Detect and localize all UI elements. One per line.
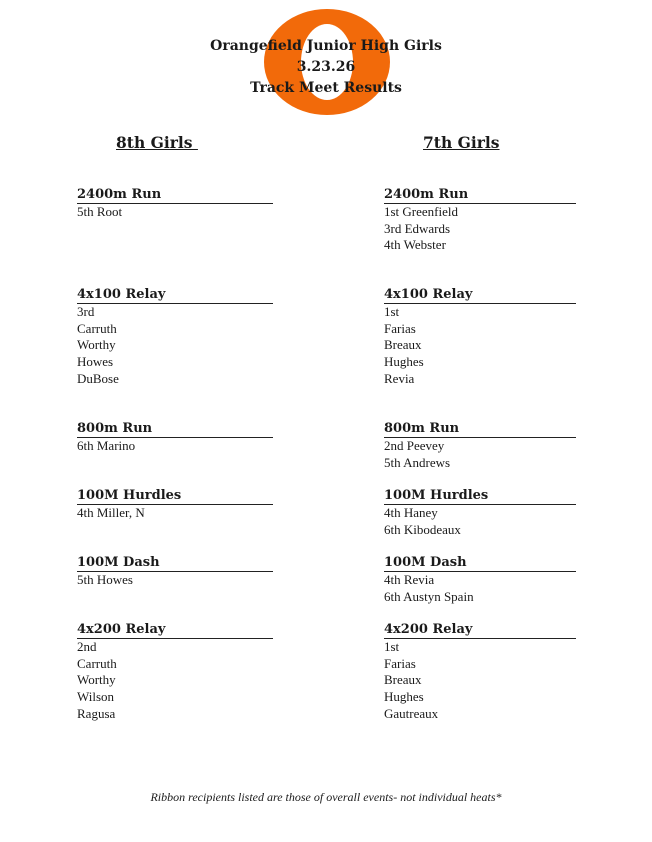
event-4x100-relay-8th: [77, 287, 273, 388]
result-line: Howes: [77, 354, 114, 370]
event-4x200-relay-8th: [77, 622, 273, 723]
result-line: Carruth: [77, 655, 117, 671]
result-line: 3rd Edwards: [384, 220, 451, 236]
result-line: Worthy: [77, 672, 116, 688]
event-4x100-relay-7th: [384, 287, 576, 388]
result-line: 4th Haney: [384, 505, 438, 520]
result-line: 1st: [384, 304, 400, 319]
result-line: 6th Austyn Spain: [384, 588, 474, 604]
event-800m-run-8th: [77, 421, 273, 455]
column-title-7th-girls: 7th Girls: [423, 133, 500, 152]
result-line: 2nd Peevey: [384, 438, 445, 453]
result-line: Ragusa: [77, 705, 116, 721]
event-title: 4x100 Relay: [77, 287, 273, 304]
result-line: Hughes: [384, 689, 424, 705]
result-line: 4th Webster: [384, 237, 446, 253]
result-line: 1st: [384, 639, 400, 654]
event-100m-dash-8th: [77, 555, 273, 589]
result-line: 4th Miller, N: [77, 505, 145, 520]
result-line: 5th Andrews: [384, 454, 451, 470]
result-line: Revia: [384, 370, 415, 386]
result-line: 6th Marino: [77, 438, 136, 453]
event-title: 2400m Run: [384, 187, 576, 204]
school-title: Orangefield Junior High Girls: [210, 38, 442, 54]
event-2400m-run-8th: [77, 187, 273, 221]
result-line: 3rd: [77, 304, 95, 319]
result-line: DuBose: [77, 370, 119, 386]
event-title: 100M Hurdles: [77, 488, 273, 505]
result-line: 2nd: [77, 639, 97, 654]
event-title: 100M Hurdles: [384, 488, 576, 505]
meet-title: Track Meet Results: [250, 80, 402, 96]
event-title: 100M Dash: [384, 555, 576, 572]
result-line: Breaux: [384, 337, 422, 353]
result-line: Farias: [384, 320, 416, 336]
event-title: 800m Run: [384, 421, 576, 438]
result-line: 5th Root: [77, 204, 123, 219]
event-100m-hurdles-7th: [384, 488, 576, 538]
result-line: Farias: [384, 655, 416, 671]
event-title: 100M Dash: [77, 555, 273, 572]
event-100m-dash-7th: [384, 555, 576, 605]
event-title: 4x100 Relay: [384, 287, 576, 304]
result-line: Worthy: [77, 337, 116, 353]
event-4x200-relay-7th: [384, 622, 576, 723]
event-title: 800m Run: [77, 421, 273, 438]
result-line: Breaux: [384, 672, 422, 688]
event-800m-run-7th: [384, 421, 576, 471]
result-line: Wilson: [77, 689, 115, 705]
event-title: 4x200 Relay: [384, 622, 576, 639]
footnote: Ribbon recipients listed are those of overall events- not individual heats*: [150, 790, 502, 804]
document-header: [0, 36, 652, 99]
event-100m-hurdles-8th: [77, 488, 273, 522]
event-2400m-run-7th: [384, 187, 576, 254]
result-line: 5th Howes: [77, 572, 133, 587]
result-line: 6th Kibodeaux: [384, 521, 461, 537]
result-line: Hughes: [384, 354, 424, 370]
result-line: Gautreaux: [384, 705, 439, 721]
result-line: 1st Greenfield: [384, 204, 459, 219]
result-line: Carruth: [77, 320, 117, 336]
event-title: 2400m Run: [77, 187, 273, 204]
result-line: 4th Revia: [384, 572, 435, 587]
column-title-8th-girls: 8th Girls: [116, 133, 198, 152]
event-title: 4x200 Relay: [77, 622, 273, 639]
meet-date: 3.23.26: [296, 59, 356, 75]
